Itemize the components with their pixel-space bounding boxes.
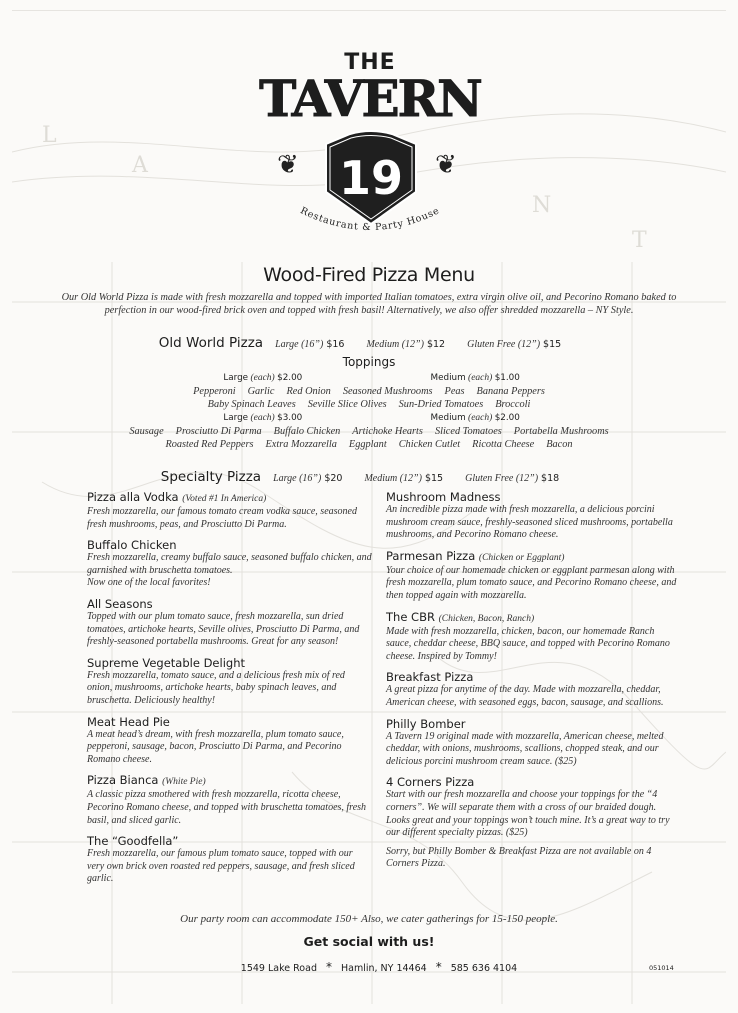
separator-icon: * bbox=[435, 960, 442, 974]
item-description: Fresh mozzarella, our famous tomato cream vodka sauce, seasoned fresh mushrooms, peas, and Prosciutto Di Parma. bbox=[87, 506, 357, 530]
toppings-tier1-line1 bbox=[0, 385, 738, 398]
price: $1.00 bbox=[494, 373, 520, 383]
item-name: Supreme Vegetable Delight bbox=[87, 655, 245, 670]
topping: Peas bbox=[444, 386, 465, 397]
logo-tavern: TAVERN bbox=[259, 69, 481, 128]
menu-item bbox=[87, 597, 372, 649]
price: $15 bbox=[543, 339, 562, 350]
topping: Seville Slice Olives bbox=[307, 399, 387, 410]
menu-item bbox=[87, 773, 372, 827]
item-name: 4 Corners Pizza bbox=[386, 775, 475, 790]
old-world-pizza-header bbox=[0, 334, 738, 352]
topping: Extra Mozzarella bbox=[265, 439, 337, 450]
each-label: (each) bbox=[468, 413, 493, 423]
price: $2.00 bbox=[277, 373, 303, 383]
svg-text:T: T bbox=[632, 228, 647, 253]
item-description: A meat head’s dream, with fresh mozzarella, plum tomato sauce, pepperoni, sausage, bacon, Prosciutto Di Parma, and Pecorino Romano cheese. bbox=[87, 728, 344, 765]
topping: Artichoke Hearts bbox=[352, 426, 423, 437]
logo-tagline bbox=[255, 200, 485, 240]
contact-line bbox=[0, 960, 738, 974]
large-label: Large bbox=[223, 373, 249, 383]
item-description: Your choice of our homemade chicken or eggplant parmesan along with fresh mozzarella, plum tomato sauce, and Pecorino Romano cheese, and then topped again with mozzarella. bbox=[386, 564, 677, 601]
menu-item bbox=[386, 490, 678, 542]
price: $3.00 bbox=[277, 413, 303, 423]
topping: Broccoli bbox=[495, 399, 531, 410]
size-label: Gluten Free (12”) bbox=[465, 473, 539, 484]
menu-item bbox=[87, 538, 372, 590]
size-label: Large (16”) bbox=[273, 473, 322, 484]
flourish-left-icon: ❦ bbox=[277, 150, 299, 180]
price: $18 bbox=[541, 473, 560, 484]
old-world-title: Old World Pizza bbox=[158, 335, 264, 351]
svg-text:Restaurant & Party House: Restaurant & Party House bbox=[298, 205, 442, 234]
menu-item bbox=[87, 834, 372, 886]
item-note: (Chicken or Eggplant) bbox=[478, 552, 565, 563]
item-heading bbox=[386, 549, 678, 565]
menu-title: Wood-Fired Pizza Menu bbox=[263, 264, 475, 286]
medium-label: Medium bbox=[430, 373, 466, 383]
svg-text:N: N bbox=[532, 193, 552, 218]
item-name: Meat Head Pie bbox=[87, 714, 170, 729]
intro-paragraph: Our Old World Pizza is made with fresh mozzarella and topped with imported Italian tomatoes, extra virgin olive oil, and Pecorino Romano baked to perfection in our wood-fired brick oven and topped with fresh basil! Alternatively, we also offer shredded mozzarella – NY Style. bbox=[61, 292, 677, 316]
phone-number: 585 636 4104 bbox=[450, 963, 518, 974]
specialty-left-column bbox=[87, 490, 372, 893]
topping: Sausage bbox=[129, 426, 164, 437]
logo-the: THE bbox=[344, 50, 396, 75]
social-callout: Get social with us! bbox=[303, 934, 435, 949]
menu-item bbox=[87, 490, 372, 531]
item-name: Parmesan Pizza bbox=[386, 548, 476, 563]
item-description: Topped with our plum tomato sauce, fresh mozzarella, sun dried tomatoes, artichoke hearts, Seville olives, Prosciutto Di Parma, and freshly-seasoned portabella mushrooms. Great for any season! bbox=[87, 610, 360, 648]
menu-item bbox=[386, 549, 678, 603]
topping: Buffalo Chicken bbox=[273, 426, 341, 437]
item-name: Buffalo Chicken bbox=[87, 538, 177, 553]
item-name: Mushroom Madness bbox=[386, 490, 501, 504]
logo-number: 19 bbox=[338, 151, 404, 205]
each-label: (each) bbox=[250, 373, 275, 383]
item-description: Fresh mozzarella, our famous plum tomato sauce, topped with our very own brick oven roasted red peppers, sausage, and fresh sliced garlic. bbox=[87, 848, 355, 885]
item-heading bbox=[386, 610, 678, 626]
item-name: The CBR bbox=[386, 609, 435, 624]
item-description: A great pizza for anytime of the day. Made with mozzarella, cheddar, American cheese, with seasoned eggs, bacon, sausage, and scallions. bbox=[386, 684, 664, 708]
topping: Banana Peppers bbox=[476, 386, 545, 397]
each-label: (each) bbox=[250, 413, 275, 423]
price: $16 bbox=[326, 339, 345, 350]
street-address: 1549 Lake Road bbox=[240, 963, 317, 974]
topping: Bacon bbox=[546, 439, 573, 450]
size-label: Large (16”) bbox=[275, 339, 324, 350]
price: $15 bbox=[424, 473, 444, 484]
item-description: Made with fresh mozzarella, chicken, bacon, our homemade Ranch sauce, cheddar cheese, BBQ sauce, and topped with Pecorino Romano cheese. Inspired by Tommy! bbox=[386, 625, 670, 662]
item-description: A classic pizza smothered with fresh mozzarella, ricotta cheese, Pecorino Romano cheese, and topped with bruschetta tomatoes, fresh basil, and sliced garlic. bbox=[87, 789, 367, 826]
topping: Sliced Tomatoes bbox=[434, 426, 502, 437]
toppings-tier2-line2 bbox=[0, 438, 738, 451]
topping: Sun-Dried Tomatoes bbox=[398, 399, 484, 410]
size-label: Medium (12”) bbox=[366, 339, 424, 350]
topping: Ricotta Cheese bbox=[472, 439, 535, 450]
print-code: 051014 bbox=[649, 964, 674, 972]
party-room-note: Our party room can accommodate 150+ Also, we cater gatherings for 15-150 people. bbox=[180, 913, 558, 925]
item-description: A Tavern 19 original made with mozzarella, American cheese, melted cheddar, with onions, mushrooms, scallions, chopped steak, and our delicious porcini mushroom cream sauce. ($25) bbox=[386, 730, 664, 767]
item-description: An incredible pizza made with fresh mozzarella, a delicious porcini mushroom cream sauce, freshly-seasoned sliced mushrooms, portabella mushrooms, and Pecorino Romano cheese. bbox=[386, 504, 673, 541]
toppings-tier2-prices bbox=[0, 413, 738, 423]
tavern-19-logo bbox=[255, 50, 485, 240]
item-description-extra: Now one of the local favorites! bbox=[87, 577, 211, 589]
price: $20 bbox=[324, 473, 343, 484]
each-label: (each) bbox=[468, 373, 493, 383]
item-note: (White Pie) bbox=[162, 777, 206, 788]
topping: Pepperoni bbox=[193, 386, 236, 397]
item-name: Breakfast Pizza bbox=[386, 670, 474, 685]
specialty-title: Specialty Pizza bbox=[160, 469, 262, 485]
menu-item bbox=[386, 717, 678, 769]
item-heading bbox=[87, 773, 372, 789]
city-state-zip: Hamlin, NY 14464 bbox=[340, 963, 427, 974]
topping: Baby Spinach Leaves bbox=[207, 399, 296, 410]
menu-item bbox=[87, 715, 372, 767]
menu-item bbox=[386, 775, 678, 871]
toppings-title: Toppings bbox=[342, 355, 396, 369]
size-label: Medium (12”) bbox=[364, 473, 422, 484]
item-name: Philly Bomber bbox=[386, 716, 466, 731]
item-note-availability: Sorry, but Philly Bomber & Breakfast Pizza are not available on 4 Corners Pizza. bbox=[386, 845, 652, 870]
medium-label: Medium bbox=[430, 413, 466, 423]
toppings-tier2-line1 bbox=[0, 425, 738, 438]
topping: Prosciutto Di Parma bbox=[175, 426, 262, 437]
topping: Portabella Mushrooms bbox=[513, 426, 609, 437]
price: $12 bbox=[426, 339, 446, 350]
item-name: Pizza alla Vodka bbox=[87, 490, 179, 504]
menu-item bbox=[386, 610, 678, 664]
flourish-right-icon: ❦ bbox=[435, 150, 457, 180]
topping: Chicken Cutlet bbox=[398, 439, 461, 450]
large-label: Large bbox=[223, 413, 249, 423]
item-name: All Seasons bbox=[87, 596, 153, 611]
toppings-tier1-prices bbox=[0, 373, 738, 383]
svg-text:A: A bbox=[132, 153, 148, 178]
separator-icon: * bbox=[325, 960, 332, 974]
menu-item bbox=[87, 656, 372, 708]
toppings-tier1-line2 bbox=[0, 398, 738, 411]
item-note: (Chicken, Bacon, Ranch) bbox=[438, 613, 535, 624]
price: $2.00 bbox=[494, 413, 520, 423]
topping: Seasoned Mushrooms bbox=[342, 386, 433, 397]
topping: Garlic bbox=[247, 386, 275, 397]
topping: Red Onion bbox=[286, 386, 331, 397]
specialty-pizza-header bbox=[0, 468, 738, 486]
item-description: Fresh mozzarella, tomato sauce, and a delicious fresh mix of red onion, mushrooms, artichoke hearts, baby spinach leaves, and bruschetta. Deliciously healthy! bbox=[87, 669, 345, 706]
svg-text:L: L bbox=[42, 123, 57, 148]
item-description: Start with our fresh mozzarella and choose your toppings for the “4 corners”. We will separate them with a cross of our braided dough. Looks great and your toppings won’t touch mine. It’s a great way to try our different specialty pizzas. ($25) bbox=[386, 789, 670, 839]
item-note: (Voted #1 In America) bbox=[182, 494, 267, 504]
specialty-right-column bbox=[386, 490, 678, 878]
topping: Roasted Red Peppers bbox=[165, 439, 254, 450]
item-description: Fresh mozzarella, creamy buffalo sauce, seasoned buffalo chicken, and garnished with bruschetta tomatoes. bbox=[87, 552, 372, 576]
item-name: Pizza Bianca bbox=[87, 773, 159, 788]
topping: Eggplant bbox=[348, 439, 387, 450]
menu-item bbox=[386, 670, 678, 709]
item-name: The “Goodfella” bbox=[87, 834, 179, 849]
item-heading bbox=[87, 490, 372, 506]
size-label: Gluten Free (12”) bbox=[467, 339, 541, 350]
